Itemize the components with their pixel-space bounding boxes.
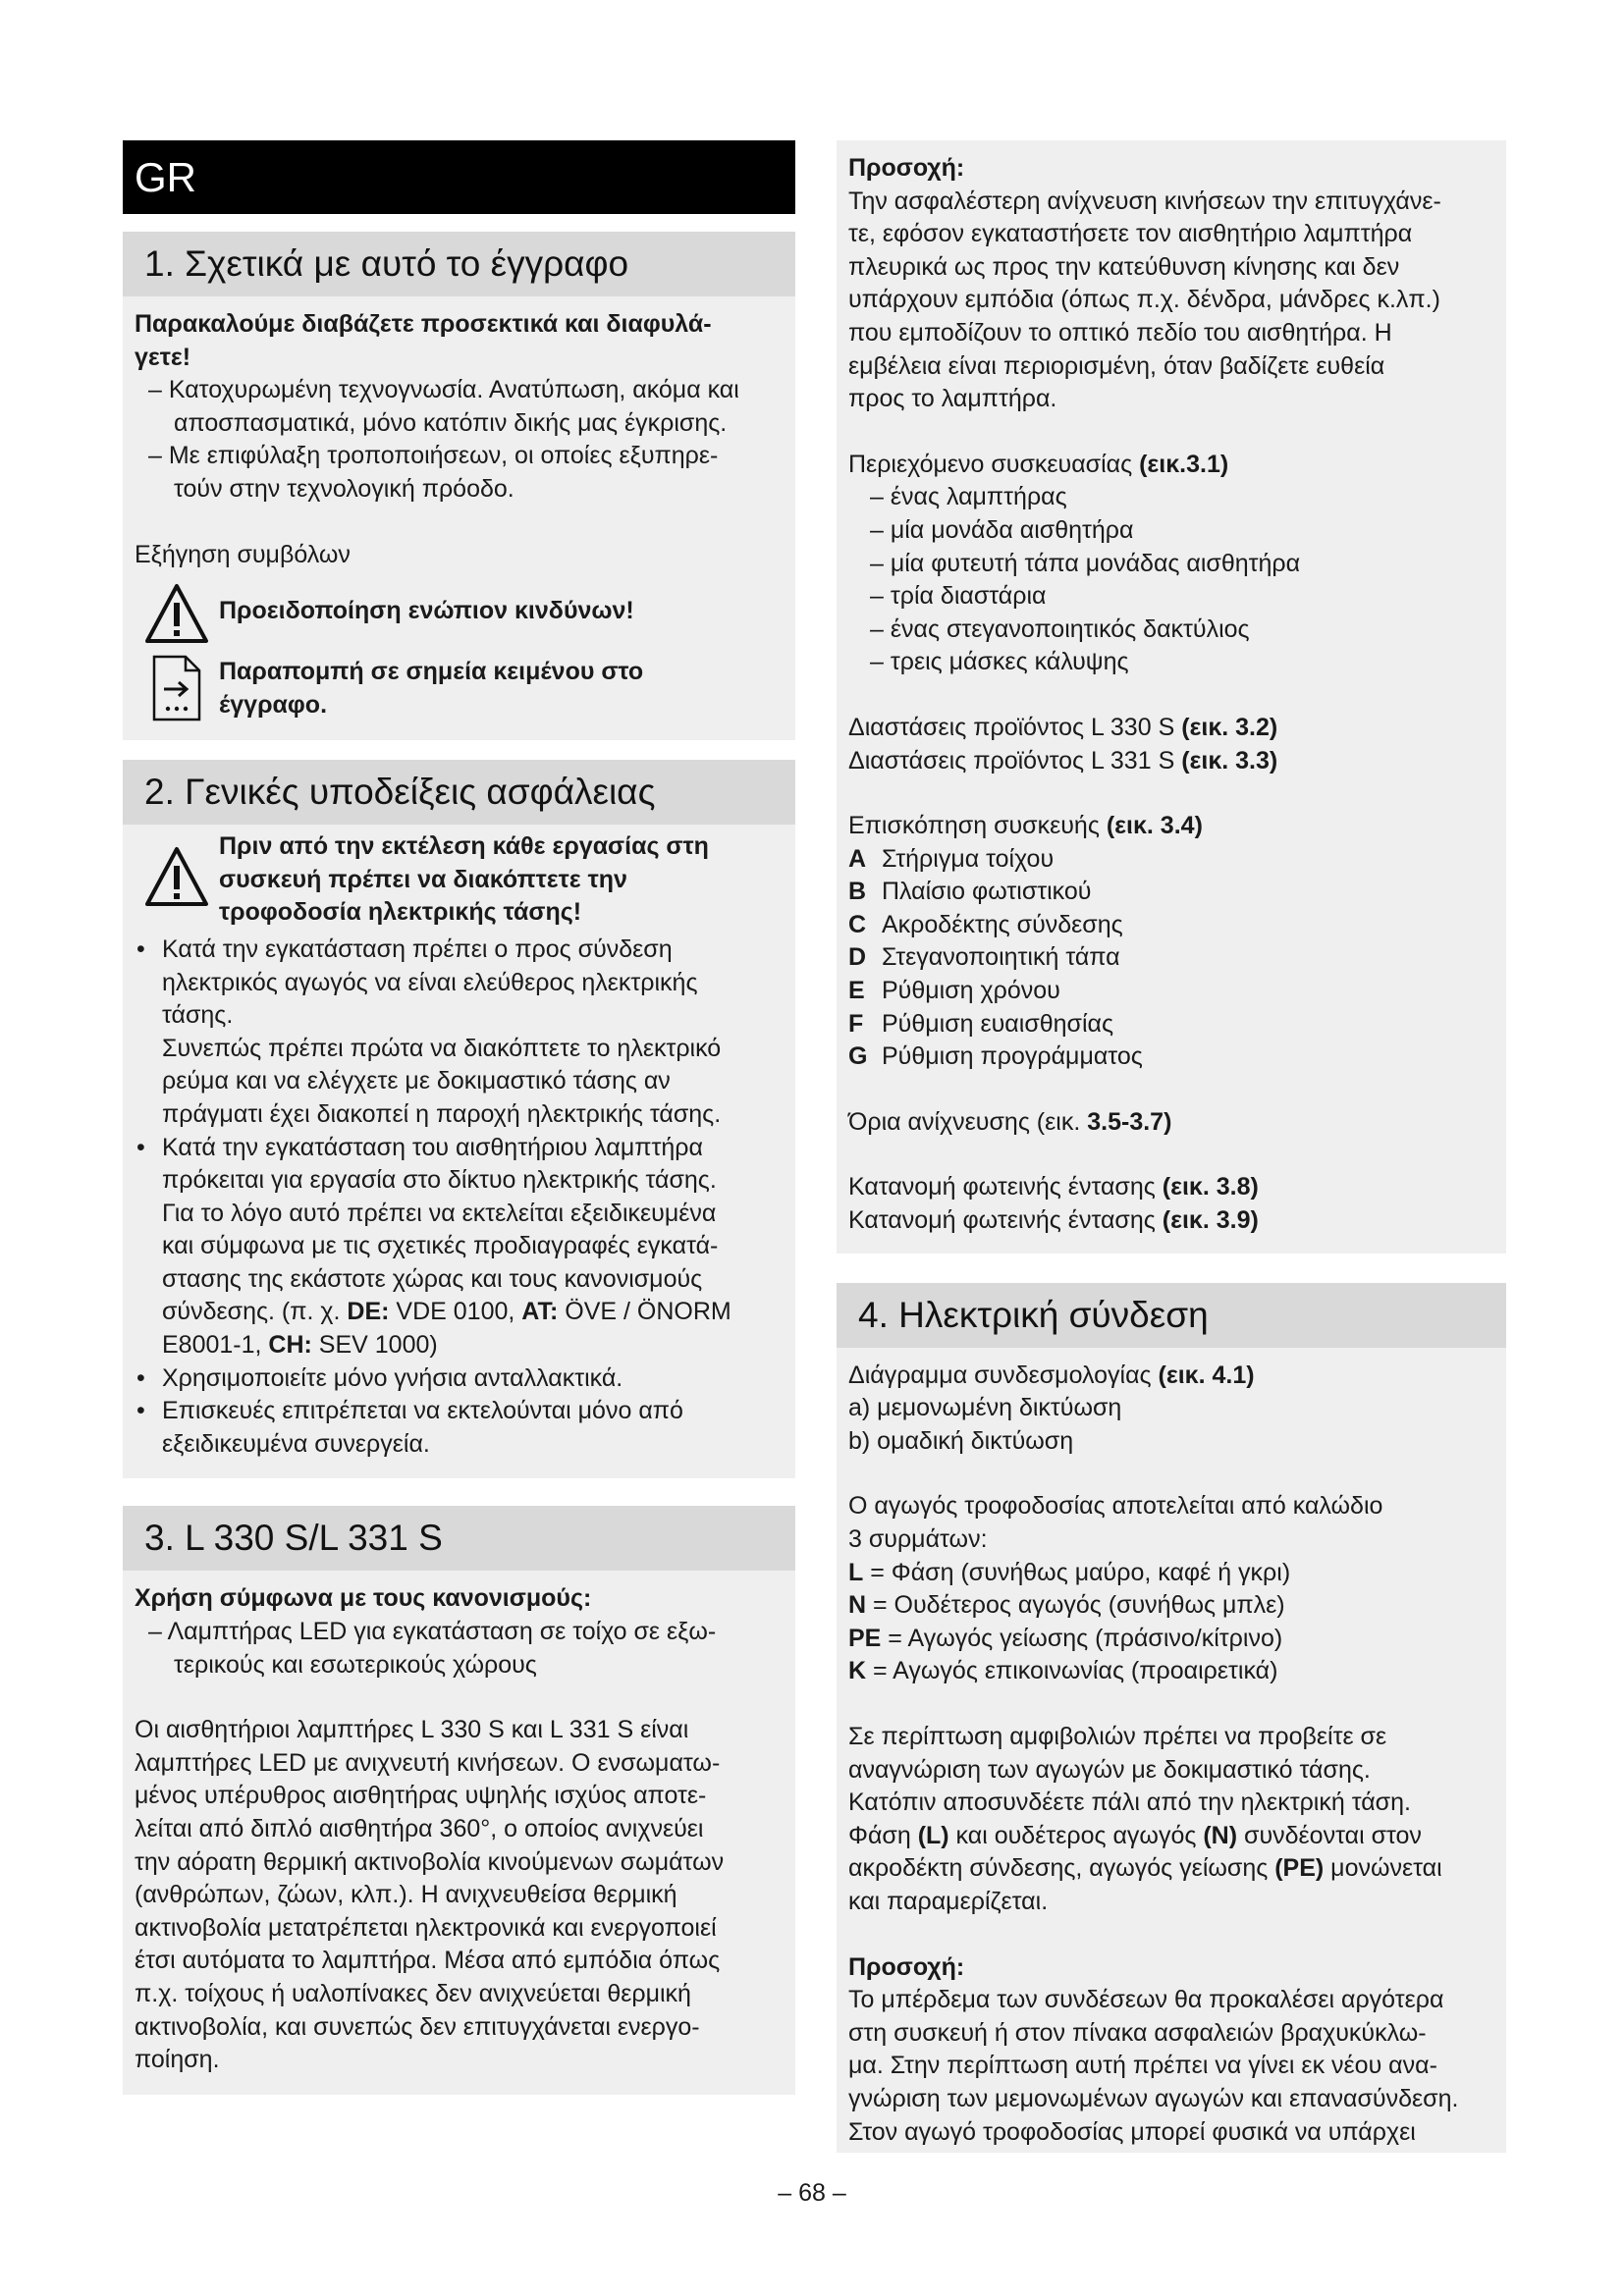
safety-warning-text: Πριν από την εκτέλεση κάθε εργασίας στη συσκευή πρέπει να διακόπτετε την τροφοδοσία ηλεκτρικής τάσης! [219,832,709,927]
intro-bold-line: Παρακαλούμε διαβάζετε προσεκτικά και διαφυλά- [135,310,712,338]
wire-item: PE = Αγωγός γείωσης (πράσινο/κίτρινο) [848,1624,1283,1652]
attention-title: Προσοχή: [848,1952,965,1981]
overview-item: F Ρύθμιση ευαισθησίας [848,1009,1114,1038]
bullet-item: • Επισκευές επιτρέπεται να εκτελούνται μόνο από εξειδικευμένα συνεργεία. [135,1395,782,1461]
safety-warning-row [135,830,782,930]
section-2-heading: 2. Γενικές υποδείξεις ασφάλειας [123,760,795,825]
package-item: – τρεις μάσκες κάλυψης [870,648,1129,676]
symbol-reference-text: Παραπομπή σε σημεία κειμένου στο έγγραφο. [219,658,644,719]
right-column [837,140,1506,2153]
overview-item: C Ακροδέκτης σύνδεσης [848,910,1123,938]
cable-description: Ο αγωγός τροφοδοσίας αποτελείται από καλώδιο 3 συρμάτων: [848,1492,1383,1553]
attention-paragraph: Την ασφαλέστερη ανίχνευση κινήσεων την επιτυγχάνε- τε, εφόσον εγκαταστήσετε τον αισθητήριο λαμπτήρα πλευρικά ως προς την κατεύθυνση κίνησης και δεν υπάρχουν εμπόδια (όπως π.χ. δένδρα, μάνδρες κ.λπ.) που εμποδίζουν το οπτικό πεδίο του αισθητήρα. Η εμβέλεια είναι περιορισμένη, όταν βαδίζετε ευθεία προς το λαμπτήρα. [848,187,1441,413]
symbol-warning-row [135,583,782,644]
page-number: – 68 – [778,2179,846,2207]
overview-item: D Στεγανοποιητική τάπα [848,943,1120,972]
intro-bold-line: γετε! [135,343,191,371]
overview-item: B Πλαίσιο φωτιστικού [848,878,1092,906]
package-item: – μία φυτευτή τάπα μονάδας αισθητήρα [870,549,1301,577]
wiring-option: a) μεμονωμένη δικτύωση [848,1394,1122,1422]
bullet-item: • Χρησιμοποιείτε μόνο γνήσια ανταλλακτικά. [135,1362,782,1396]
language-tab [123,140,795,214]
dimensions-line: Διαστάσεις προϊόντος L 330 S (εικ. 3.2) [848,713,1278,741]
wiring-option: b) ομαδική δικτύωση [848,1426,1074,1455]
overview-item: A Στήριγμα τοίχου [848,844,1055,873]
dash-item: – Με επιφύλαξη τροποποιήσεων, οι οποίες εξυπηρε- τούν στην τεχνολογική πρόοδο. [148,442,719,503]
dimensions-line: Διαστάσεις προϊόντος L 331 S (εικ. 3.3) [848,746,1278,774]
attention-paragraph: Το μπέρδεμα των συνδέσεων θα προκαλέσει αργότερα στη συσκευή ή στον πίνακα ασφαλειών βραχυκύκλω- μα. Στην περίπτωση αυτή πρέπει να γίνει εκ νέου ανα- γνώριση των μεμονωμένων αγωγών και επανασύνδεση. Στον αγωγό τροφοδοσίας μπορεί φυσικά να υπάρχει [848,1986,1459,2146]
section-4-heading: 4. Ηλεκτρική σύνδεση [837,1283,1506,1348]
warning-triangle-icon [135,830,219,907]
wire-item: L = Φάση (συνήθως μαύρο, καφέ ή γκρι) [848,1558,1291,1586]
language-label: GR [135,154,196,200]
package-contents-title: Περιεχόμενο συσκευασίας (εικ.3.1) [848,450,1229,478]
package-item: – ένας λαμπτήρας [870,483,1067,511]
light-distribution-line: Κατανομή φωτεινής έντασης (εικ. 3.8) [848,1173,1259,1201]
section-3 [123,1506,795,2094]
wire-item: N = Ουδέτερος αγωγός (συνήθως μπλε) [848,1591,1285,1620]
left-column [123,140,795,2095]
dash-item: – Λαμπτήρας LED για εγκατάσταση σε τοίχο σε εξω- τερικούς και εσωτερικούς χώρους [148,1618,717,1679]
section-1-heading: 1. Σχετικά με αυτό το έγγραφο [123,232,795,296]
package-item: – μία μονάδα αισθητήρα [870,515,1134,544]
bullet-item: • Κατά την εγκατάσταση του αισθητήριου λαμπτήρα πρόκειται για εργασία στο δίκτυο ηλεκτρικής τάσης. Για το λόγο αυτό πρέπει να εκτελείται εξειδικευμένα και σύμφωνα με τις σχετικές προδιαγραφές εγκατά- στασης της εκάστοτε χώρας και τους κανονισμούς σύνδεσης. (π. χ. DE: VDE 0100, AT: ÖVE / ÖNORM E8001-1, CH: SEV 1000) [135,1132,782,1362]
use-title: Χρήση σύμφωνα με τους κανονισμούς: [135,1584,592,1613]
symbol-warning-text: Προειδοποίηση ενώπιον κινδύνων! [219,597,634,625]
warning-triangle-icon [135,583,219,644]
package-item: – ένας στεγανοποιητικός δακτύλιος [870,614,1250,643]
detection-limits-line: Όρια ανίχνευσης (εικ. 3.5-3.7) [848,1107,1172,1136]
dash-item: – Κατοχυρωμένη τεχνογνωσία. Ανατύπωση, ακόμα και αποσπασματικά, μόνο κατόπιν δικής μας έγκρισης. [148,376,739,437]
section-3-heading: 3. L 330 S/L 331 S [123,1506,795,1571]
bullet-item: • Κατά την εγκατάσταση πρέπει ο προς σύνδεση ηλεκτρικός αγωγός να είναι ελεύθερος ηλεκτρικής τάσης. Συνεπώς πρέπει πρώτα να διακόπτετε το ηλεκτρικό ρεύμα και να ελέγχετε με δοκιμαστικό τάσης αν πράγματι έχει διακοπεί η παροχή ηλεκτρικής τάσης. [135,934,782,1132]
package-item: – τρία διαστάρια [870,582,1047,611]
doubt-paragraph: Σε περίπτωση αμφιβολιών πρέπει να προβείτε σε αναγνώριση των αγωγών με δοκιμαστικό τάσης. Κατόπιν αποσυνδέετε πάλι από την ηλεκτρική τάση. Φάση (L) και ουδέτερος αγωγός (N) συνδέονται στον ακροδέκτη σύνδεσης, αγωγός γείωσης (PE) μονώνεται και παραμερίζεται. [848,1722,1442,1915]
symbol-reference-row [135,654,782,722]
description-paragraph: Οι αισθητήριοι λαμπτήρες L 330 S και L 331 S είναι λαμπτήρες LED με ανιχνευτή κινήσεων. Ο ενσωματω- μένος υπέρυθρος αισθητήρας υψηλής ισχύος αποτε- λείται από διπλό αισθητήρα 360°, ο οποίος ανιχνεύει την αόρατη θερμική ακτινοβολία κινούμενων σωμάτων (ανθρώπων, ζώων, κλπ.). Η ανιχνευθείσα θερμική ακτινοβολία μετατρέπεται ηλεκτρονικά και ενεργοποιεί έτσι αυτόματα το λαμπτήρα. Μέσα από εμπόδια όπως π.χ. τοίχους ή υαλοπίνακες δεν ανιχνεύεται θερμική ακτινοβολία, και συνεπώς δεν επιτυγχάνεται ενεργο- ποίηση. [135,1716,725,2074]
document-reference-icon [135,654,219,722]
section-3-continued [837,140,1506,1254]
section-1 [123,232,795,740]
section-2 [123,760,795,1478]
overview-item: G Ρύθμιση προγράμματος [848,1042,1143,1071]
section-4 [837,1283,1506,2153]
attention-title: Προσοχή: [848,154,965,182]
light-distribution-line: Κατανομή φωτεινής έντασης (εικ. 3.9) [848,1206,1259,1235]
device-overview-title: Επισκόπηση συσκευής (εικ. 3.4) [848,812,1203,840]
wire-item: K = Αγωγός επικοινωνίας (προαιρετικά) [848,1657,1278,1685]
symbols-title: Εξήγηση συμβόλων [135,540,351,568]
wiring-diagram-line: Διάγραμμα συνδεσμολογίας (εικ. 4.1) [848,1361,1255,1389]
overview-item: E Ρύθμιση χρόνου [848,977,1060,1005]
